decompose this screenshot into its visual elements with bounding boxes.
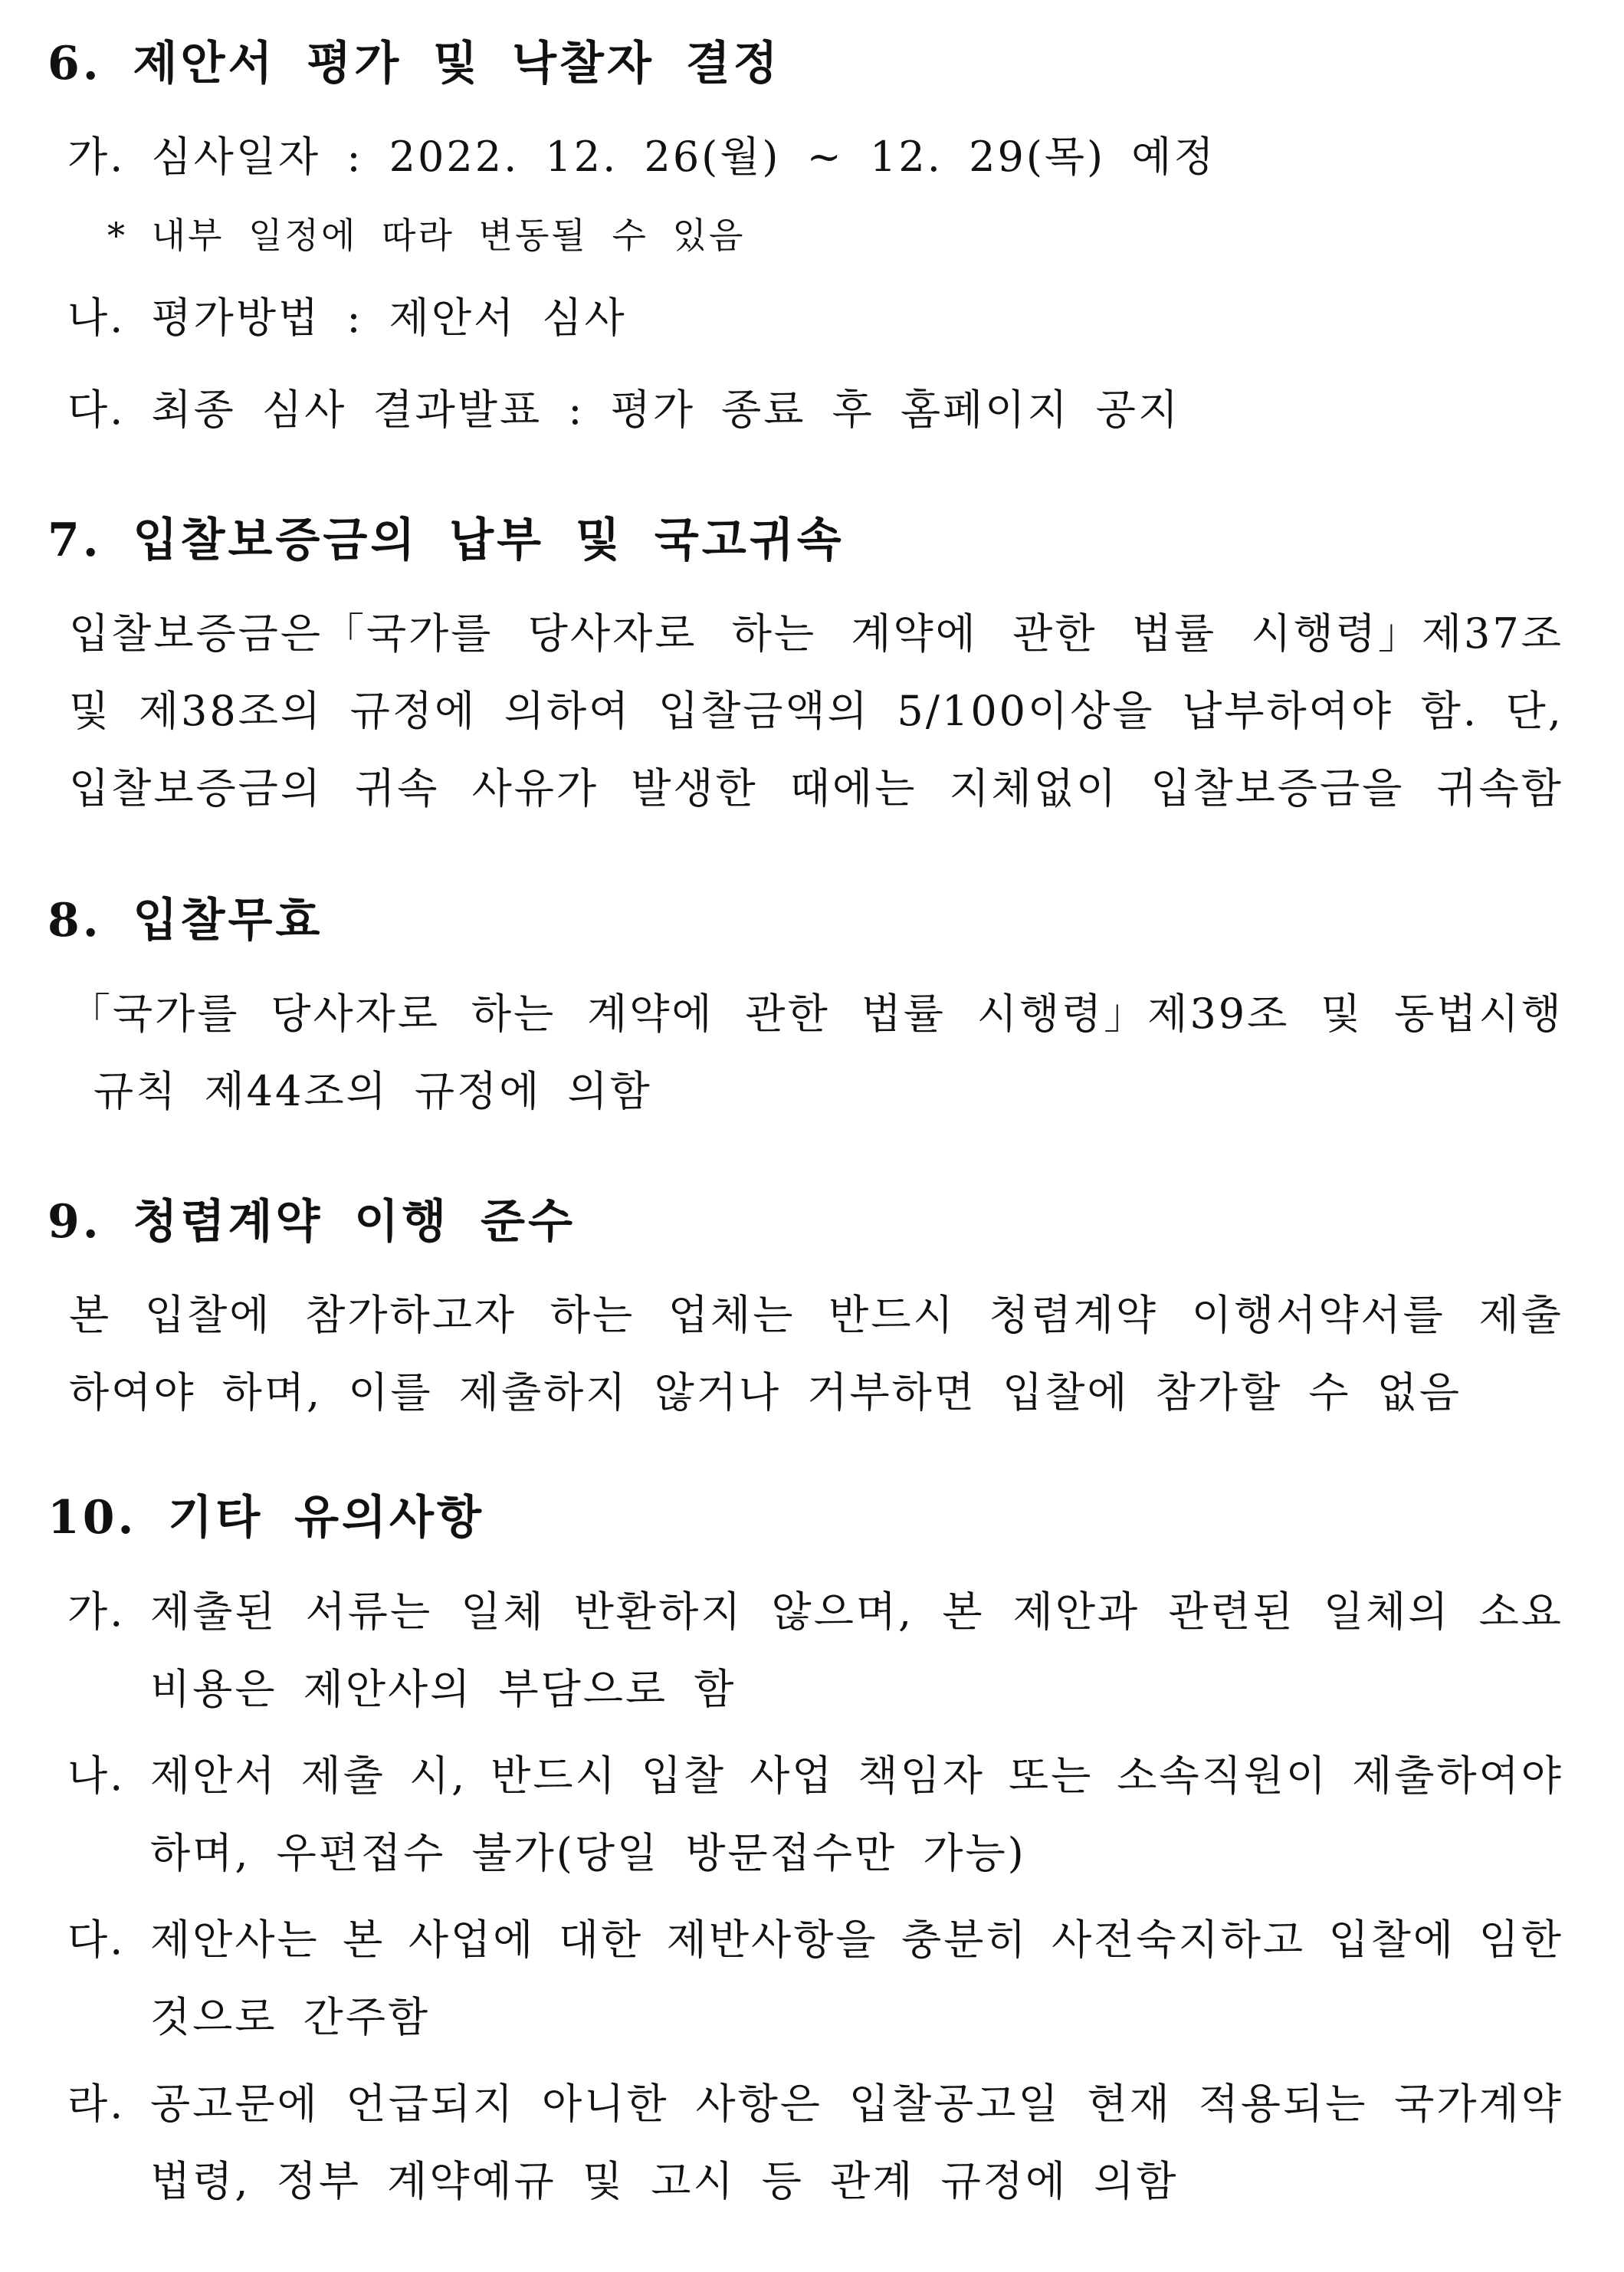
section-8-heading: 8. 입찰무효 xyxy=(48,894,323,947)
section-10-item-line: 법령, 정부 계약예규 및 고시 등 관계 규정에 의함 xyxy=(150,2157,1179,2205)
word: 의하여 xyxy=(504,687,632,735)
word: 및 xyxy=(69,687,112,735)
word: 책임자 xyxy=(858,1752,985,1800)
word: 및 xyxy=(1321,990,1363,1038)
word: 단, xyxy=(1505,687,1563,735)
word: 아니한 xyxy=(542,2080,669,2128)
section-10-item-marker: 다. xyxy=(67,1916,126,1964)
word: 제출 xyxy=(300,1752,385,1800)
word: 또는 xyxy=(1008,1752,1094,1800)
word: 관한 xyxy=(1012,609,1097,658)
word: 때에는 xyxy=(789,764,917,813)
word: 국가계약 xyxy=(1394,2080,1563,2128)
word: 시행령」제37조 xyxy=(1251,609,1563,658)
word: 입찰에 xyxy=(144,1291,272,1339)
word: 계약에 xyxy=(851,609,978,658)
word: 시행령」제39조 xyxy=(976,990,1290,1038)
word: 「국가를 xyxy=(69,990,240,1038)
word: 본 xyxy=(942,1587,985,1636)
word: 관련된 xyxy=(1168,1587,1295,1636)
section-10-item-line xyxy=(150,2077,1563,2131)
word: 사항은 xyxy=(695,2080,822,2128)
section-10-item-line: 비용은 제안사의 부담으로 함 xyxy=(150,1665,737,1713)
word: 참가하고자 xyxy=(305,1291,517,1339)
word: 함. xyxy=(1420,687,1478,735)
section-8-paragraph-line xyxy=(69,987,1563,1041)
word: 본 xyxy=(343,1916,385,1964)
word: 관한 xyxy=(745,990,830,1038)
word: 지체없이 xyxy=(949,764,1119,813)
word: 현재 xyxy=(1087,2080,1172,2128)
word: 소요 xyxy=(1478,1587,1563,1636)
section-6-item-na: 나. 평가방법 : 제안서 심사 xyxy=(67,294,627,342)
word: 임한 xyxy=(1478,1916,1563,1964)
word: 제반사항을 xyxy=(666,1916,878,1964)
word: 공고문에 xyxy=(150,2080,320,2128)
word: 입찰 xyxy=(641,1752,727,1800)
section-6-item-ga: 가. 심사일자 : 2022. 12. 26(월) ~ 12. 29(목) 예정 xyxy=(67,133,1216,181)
word: 제출 xyxy=(1478,1291,1563,1339)
word: 귀속함 xyxy=(1436,764,1563,813)
word: 이행서약서를 xyxy=(1191,1291,1445,1339)
word: 업체는 xyxy=(668,1291,796,1339)
word: 시, xyxy=(408,1752,468,1800)
word: 사유가 xyxy=(471,764,599,813)
word: 사업 xyxy=(750,1752,835,1800)
word: 입찰공고일 xyxy=(848,2080,1061,2128)
section-7-paragraph-line xyxy=(69,685,1563,738)
word: 반환하지 xyxy=(573,1587,743,1636)
word: 계약에 xyxy=(587,990,714,1038)
section-10-heading: 10. 기타 유의사항 xyxy=(48,1491,484,1545)
word: 제출하여야 xyxy=(1352,1752,1563,1800)
word: 제안사는 xyxy=(150,1916,320,1964)
word: 입찰보증금은「국가를 xyxy=(69,609,494,658)
word: 않으며, xyxy=(771,1587,914,1636)
section-7-heading: 7. 입찰보증금의 납부 및 국고귀속 xyxy=(48,514,845,567)
section-6-note: * 내부 일정에 따라 변동될 수 있음 xyxy=(107,215,746,256)
word: 납부하여야 xyxy=(1182,687,1394,735)
section-10-item-line xyxy=(150,1585,1563,1639)
word: 제38조의 xyxy=(138,687,323,735)
word: 일체 xyxy=(461,1587,546,1636)
section-9-heading: 9. 청렴계약 이행 준수 xyxy=(48,1195,576,1249)
word: 귀속 xyxy=(355,764,440,813)
section-10-item-line: 하며, 우편접수 불가(당일 방문접수만 가능) xyxy=(150,1829,1026,1877)
section-10-item-line xyxy=(150,1913,1563,1967)
section-7-paragraph-line xyxy=(69,607,1563,661)
section-8-paragraph-line: 규칙 제44조의 규정에 의함 xyxy=(94,1067,652,1115)
word: 일체의 xyxy=(1323,1587,1451,1636)
word: 반드시 xyxy=(828,1291,956,1339)
section-10-item-marker: 라. xyxy=(67,2080,126,2128)
word: 입찰보증금을 xyxy=(1150,764,1405,813)
word: 사업에 xyxy=(408,1916,536,1964)
section-9-paragraph-line xyxy=(69,1289,1563,1342)
word: 제안과 xyxy=(1012,1587,1140,1636)
word: 하는 xyxy=(731,609,817,658)
word: 입찰보증금의 xyxy=(69,764,323,813)
word: 제안서 xyxy=(150,1752,277,1800)
section-7-paragraph-line xyxy=(69,762,1563,816)
word: 반드시 xyxy=(490,1752,618,1800)
word: 규정에 xyxy=(349,687,477,735)
word: 적용되는 xyxy=(1198,2080,1368,2128)
section-6-item-da: 다. 최종 심사 결과발표 : 평가 종료 후 홈페이지 공지 xyxy=(67,386,1181,434)
word: 법률 xyxy=(861,990,946,1038)
word: 충분히 xyxy=(901,1916,1029,1964)
section-9-paragraph-line: 하여야 하며, 이를 제출하지 않거나 거부하면 입찰에 참가할 수 없음 xyxy=(69,1368,1462,1417)
section-10-item-line: 것으로 간주함 xyxy=(150,1993,431,2041)
word: 입찰에 xyxy=(1328,1916,1456,1964)
word: 발생한 xyxy=(631,764,758,813)
section-6-heading: 6. 제안서 평가 및 낙찰자 결정 xyxy=(48,37,781,90)
word: 입찰금액의 xyxy=(658,687,870,735)
word: 본 xyxy=(69,1291,112,1339)
word: 동법시행 xyxy=(1394,990,1563,1038)
word: 서류는 xyxy=(305,1587,433,1636)
word: 법률 xyxy=(1131,609,1217,658)
word: 소속직원이 xyxy=(1117,1752,1329,1800)
word: 하는 xyxy=(550,1291,635,1339)
word: 사전숙지하고 xyxy=(1051,1916,1306,1964)
word: 청렴계약 xyxy=(989,1291,1159,1339)
word: 당사자로 xyxy=(527,609,697,658)
word: 대한 xyxy=(558,1916,644,1964)
word: 제출된 xyxy=(150,1587,277,1636)
section-10-item-marker: 나. xyxy=(67,1752,126,1800)
word: 언급되지 xyxy=(346,2080,516,2128)
word: 당사자로 xyxy=(271,990,441,1038)
word: 5/100이상을 xyxy=(897,687,1155,735)
section-10-item-line xyxy=(150,1749,1563,1803)
section-10-item-marker: 가. xyxy=(67,1587,126,1636)
word: 하는 xyxy=(471,990,556,1038)
